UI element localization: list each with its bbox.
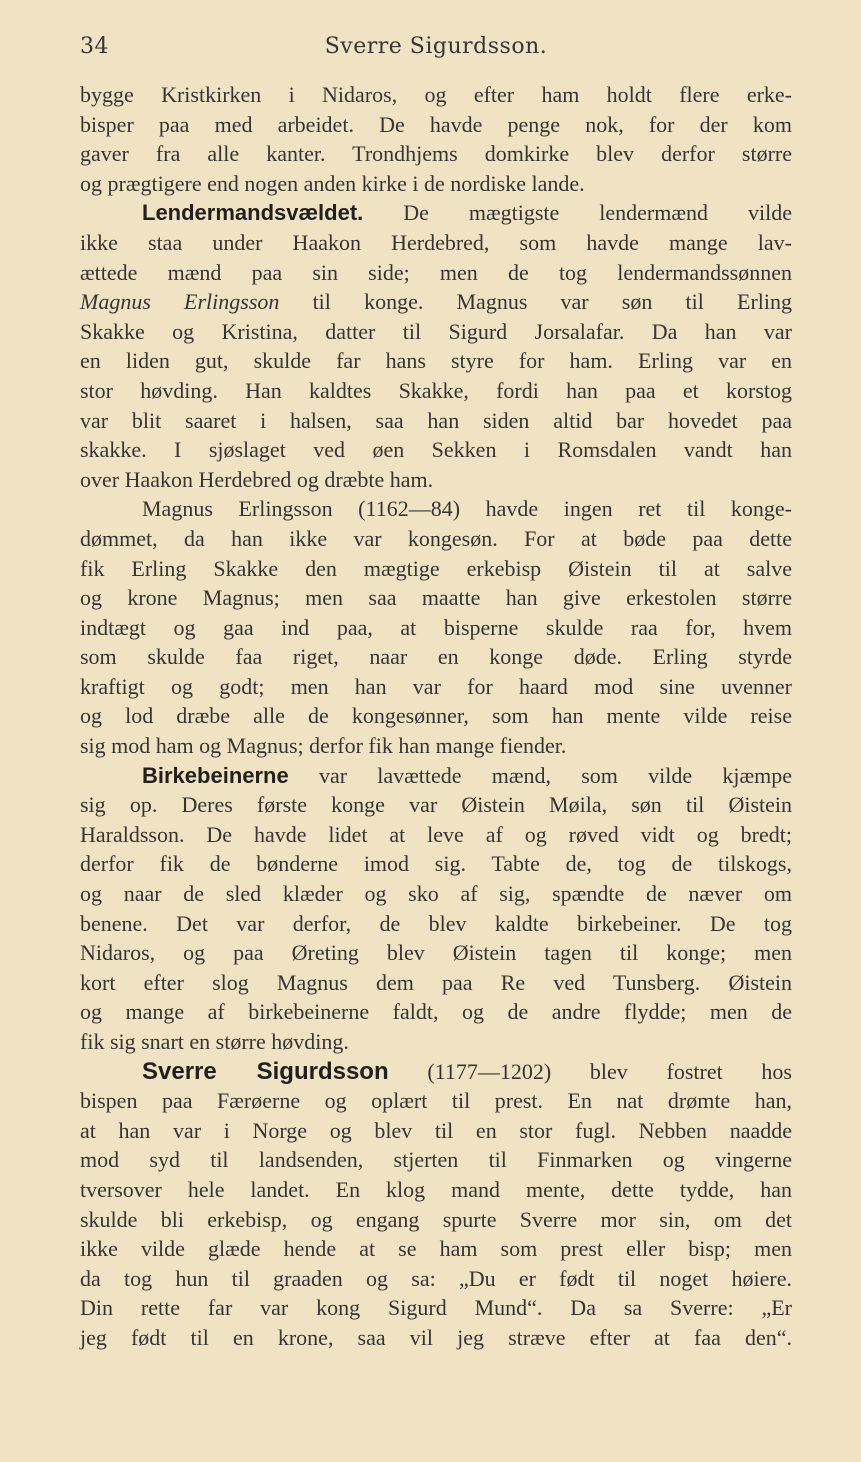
line-text: derfor fik de bønderne imod sig. Tabte de, tog de tilskogs,	[80, 851, 792, 877]
text-line	[80, 376, 792, 406]
line-text: skulde bli erkebisp, og engang spurte Sverre mor sin, om det	[80, 1206, 792, 1232]
text-line	[80, 346, 792, 376]
line-text: sig op. Deres første konge var Øistein Møila, søn til Øistein	[80, 792, 792, 818]
line-text: og prægtigere end nogen anden kirke i de nordiske lande.	[80, 170, 585, 196]
line-text: Din rette far var kong Sigurd Mund“. Da sa Sverre: „Er	[80, 1295, 792, 1321]
text-line	[80, 642, 792, 672]
page-header	[80, 34, 792, 64]
running-title: Sverre Sigurdsson.	[324, 34, 548, 59]
line-text: mod syd til landsenden, stjerten til Finmarken og vingerne	[80, 1147, 792, 1173]
line-text: (1177—1202) blev fostret hos	[388, 1058, 792, 1084]
line-text: over Haakon Herdebred og dræbte ham.	[80, 466, 434, 492]
italic-name: Magnus Erlingsson	[80, 289, 280, 315]
line-text: skakke. I sjøslaget ved øen Sekken i Romsdalen vandt han	[80, 437, 792, 463]
text-line	[80, 258, 792, 288]
text-line	[80, 317, 792, 347]
text-line	[80, 198, 792, 228]
line-text: og mange af birkebeinerne faldt, og de andre flydde; men de	[80, 999, 792, 1025]
text-line	[80, 1086, 792, 1116]
text-line	[80, 1234, 792, 1264]
text-line	[80, 1057, 792, 1087]
line-text: stor høvding. Han kaldtes Skakke, fordi han paa et korstog	[80, 377, 792, 403]
text-line	[80, 701, 792, 731]
text-line	[80, 465, 792, 495]
text-line	[80, 909, 792, 939]
text-line	[80, 494, 792, 524]
line-text: Skakke og Kristina, datter til Sigurd Jorsalafar. Da han var	[80, 318, 792, 344]
line-text: gaver fra alle kanter. Trondhjems domkirke blev derfor større	[80, 141, 792, 167]
text-line	[80, 820, 792, 850]
line-text: fik sig snart en større høvding.	[80, 1029, 349, 1054]
text-line	[80, 879, 792, 909]
text-line	[80, 1293, 792, 1323]
line-text: fik Erling Skakke den mægtige erkebisp Øistein til at salve	[80, 555, 792, 581]
text-line	[80, 1264, 792, 1294]
text-line	[80, 80, 792, 110]
text-line	[80, 790, 792, 820]
text-line	[80, 139, 792, 169]
text-line	[80, 1175, 792, 1205]
line-text: bisper paa med arbeidet. De havde penge nok, for der kom	[80, 111, 792, 137]
line-text: kort efter slog Magnus dem paa Re ved Tunsberg. Øistein	[80, 969, 792, 995]
text-line	[80, 169, 792, 199]
line-text: tversover hele landet. En klog mand mente, dette tydde, han	[80, 1176, 792, 1202]
text-line	[80, 1145, 792, 1175]
line-text: dømmet, da han ikke var kongesøn. For at bøde paa dette	[80, 525, 792, 551]
line-text: var lavættede mænd, som vilde kjæmpe	[288, 762, 792, 788]
text-line	[80, 849, 792, 879]
text-line	[80, 997, 792, 1027]
section-heading: Sverre Sigurdsson	[142, 1057, 389, 1085]
line-text: at han var i Norge og blev til en stor fugl. Nebben naadde	[80, 1117, 792, 1143]
text-line	[80, 583, 792, 613]
line-text: og krone Magnus; men saa maatte han give erkestolen større	[80, 585, 792, 611]
text-line	[80, 1323, 792, 1353]
text-line	[80, 406, 792, 436]
line-text: og lod dræbe alle de kongesønner, som han mente vilde reise	[80, 703, 792, 729]
section-heading: Lendermandsvældet.	[142, 200, 364, 226]
line-text: benene. Det var derfor, de blev kaldte birkebeiner. De tog	[80, 910, 792, 936]
line-text: og naar de sled klæder og sko af sig, spændte de næver om	[80, 881, 792, 907]
line-text: Haraldsson. De havde lidet at leve af og røved vidt og bredt;	[80, 821, 792, 847]
line-text: indtægt og gaa ind paa, at bisperne skulde raa for, hvem	[80, 614, 792, 640]
line-text: bygge Kristkirken i Nidaros, og efter ham holdt flere erke-	[80, 82, 792, 107]
line-text: Nidaros, og paa Øreting blev Øistein tagen til konge; men	[80, 940, 792, 966]
line-text: ikke vilde glæde hende at se ham som prest eller bisp; men	[80, 1236, 792, 1262]
text-line	[80, 672, 792, 702]
text-line	[80, 761, 792, 791]
line-text: som skulde faa riget, naar en konge døde. Erling styrde	[80, 644, 792, 670]
text-line	[80, 524, 792, 554]
text-line	[80, 287, 792, 317]
line-text: Magnus Erlingsson (1162—84) havde ingen ret til konge-	[142, 496, 792, 522]
line-text: sig mod ham og Magnus; derfor fik han mange fiender.	[80, 733, 567, 759]
text-line	[80, 1116, 792, 1146]
text-line	[80, 1205, 792, 1235]
text-line	[80, 968, 792, 998]
text-line	[80, 228, 792, 258]
line-text: De mægtigste lendermænd vilde	[363, 200, 792, 226]
section-heading: Birkebeinerne	[142, 762, 289, 788]
text-line	[80, 938, 792, 968]
text-line	[80, 731, 792, 761]
line-text: jeg født til en krone, saa vil jeg stræve efter at faa den“.	[80, 1324, 792, 1350]
text-line	[80, 110, 792, 140]
line-text: en liden gut, skulde far hans styre for ham. Erling var en	[80, 348, 792, 374]
text-line	[80, 554, 792, 584]
line-text: ættede mænd paa sin side; men de tog lendermandssønnen	[80, 259, 792, 285]
line-text: til konge. Magnus var søn til Erling	[279, 289, 792, 315]
body-text	[80, 80, 792, 1353]
line-text: da tog hun til graaden og sa: „Du er født til noget høiere.	[80, 1265, 792, 1291]
line-text: ikke staa under Haakon Herdebred, som havde mange lav-	[80, 229, 792, 255]
text-line	[80, 435, 792, 465]
line-text: kraftigt og godt; men han var for haard mod sine uvenner	[80, 673, 792, 699]
line-text: bispen paa Færøerne og oplært til prest. En nat drømte han,	[80, 1088, 792, 1114]
text-line	[80, 1027, 792, 1057]
line-text: var blit saaret i halsen, saa han siden altid bar hovedet paa	[80, 407, 792, 433]
text-line	[80, 613, 792, 643]
page-number: 34	[80, 34, 109, 59]
